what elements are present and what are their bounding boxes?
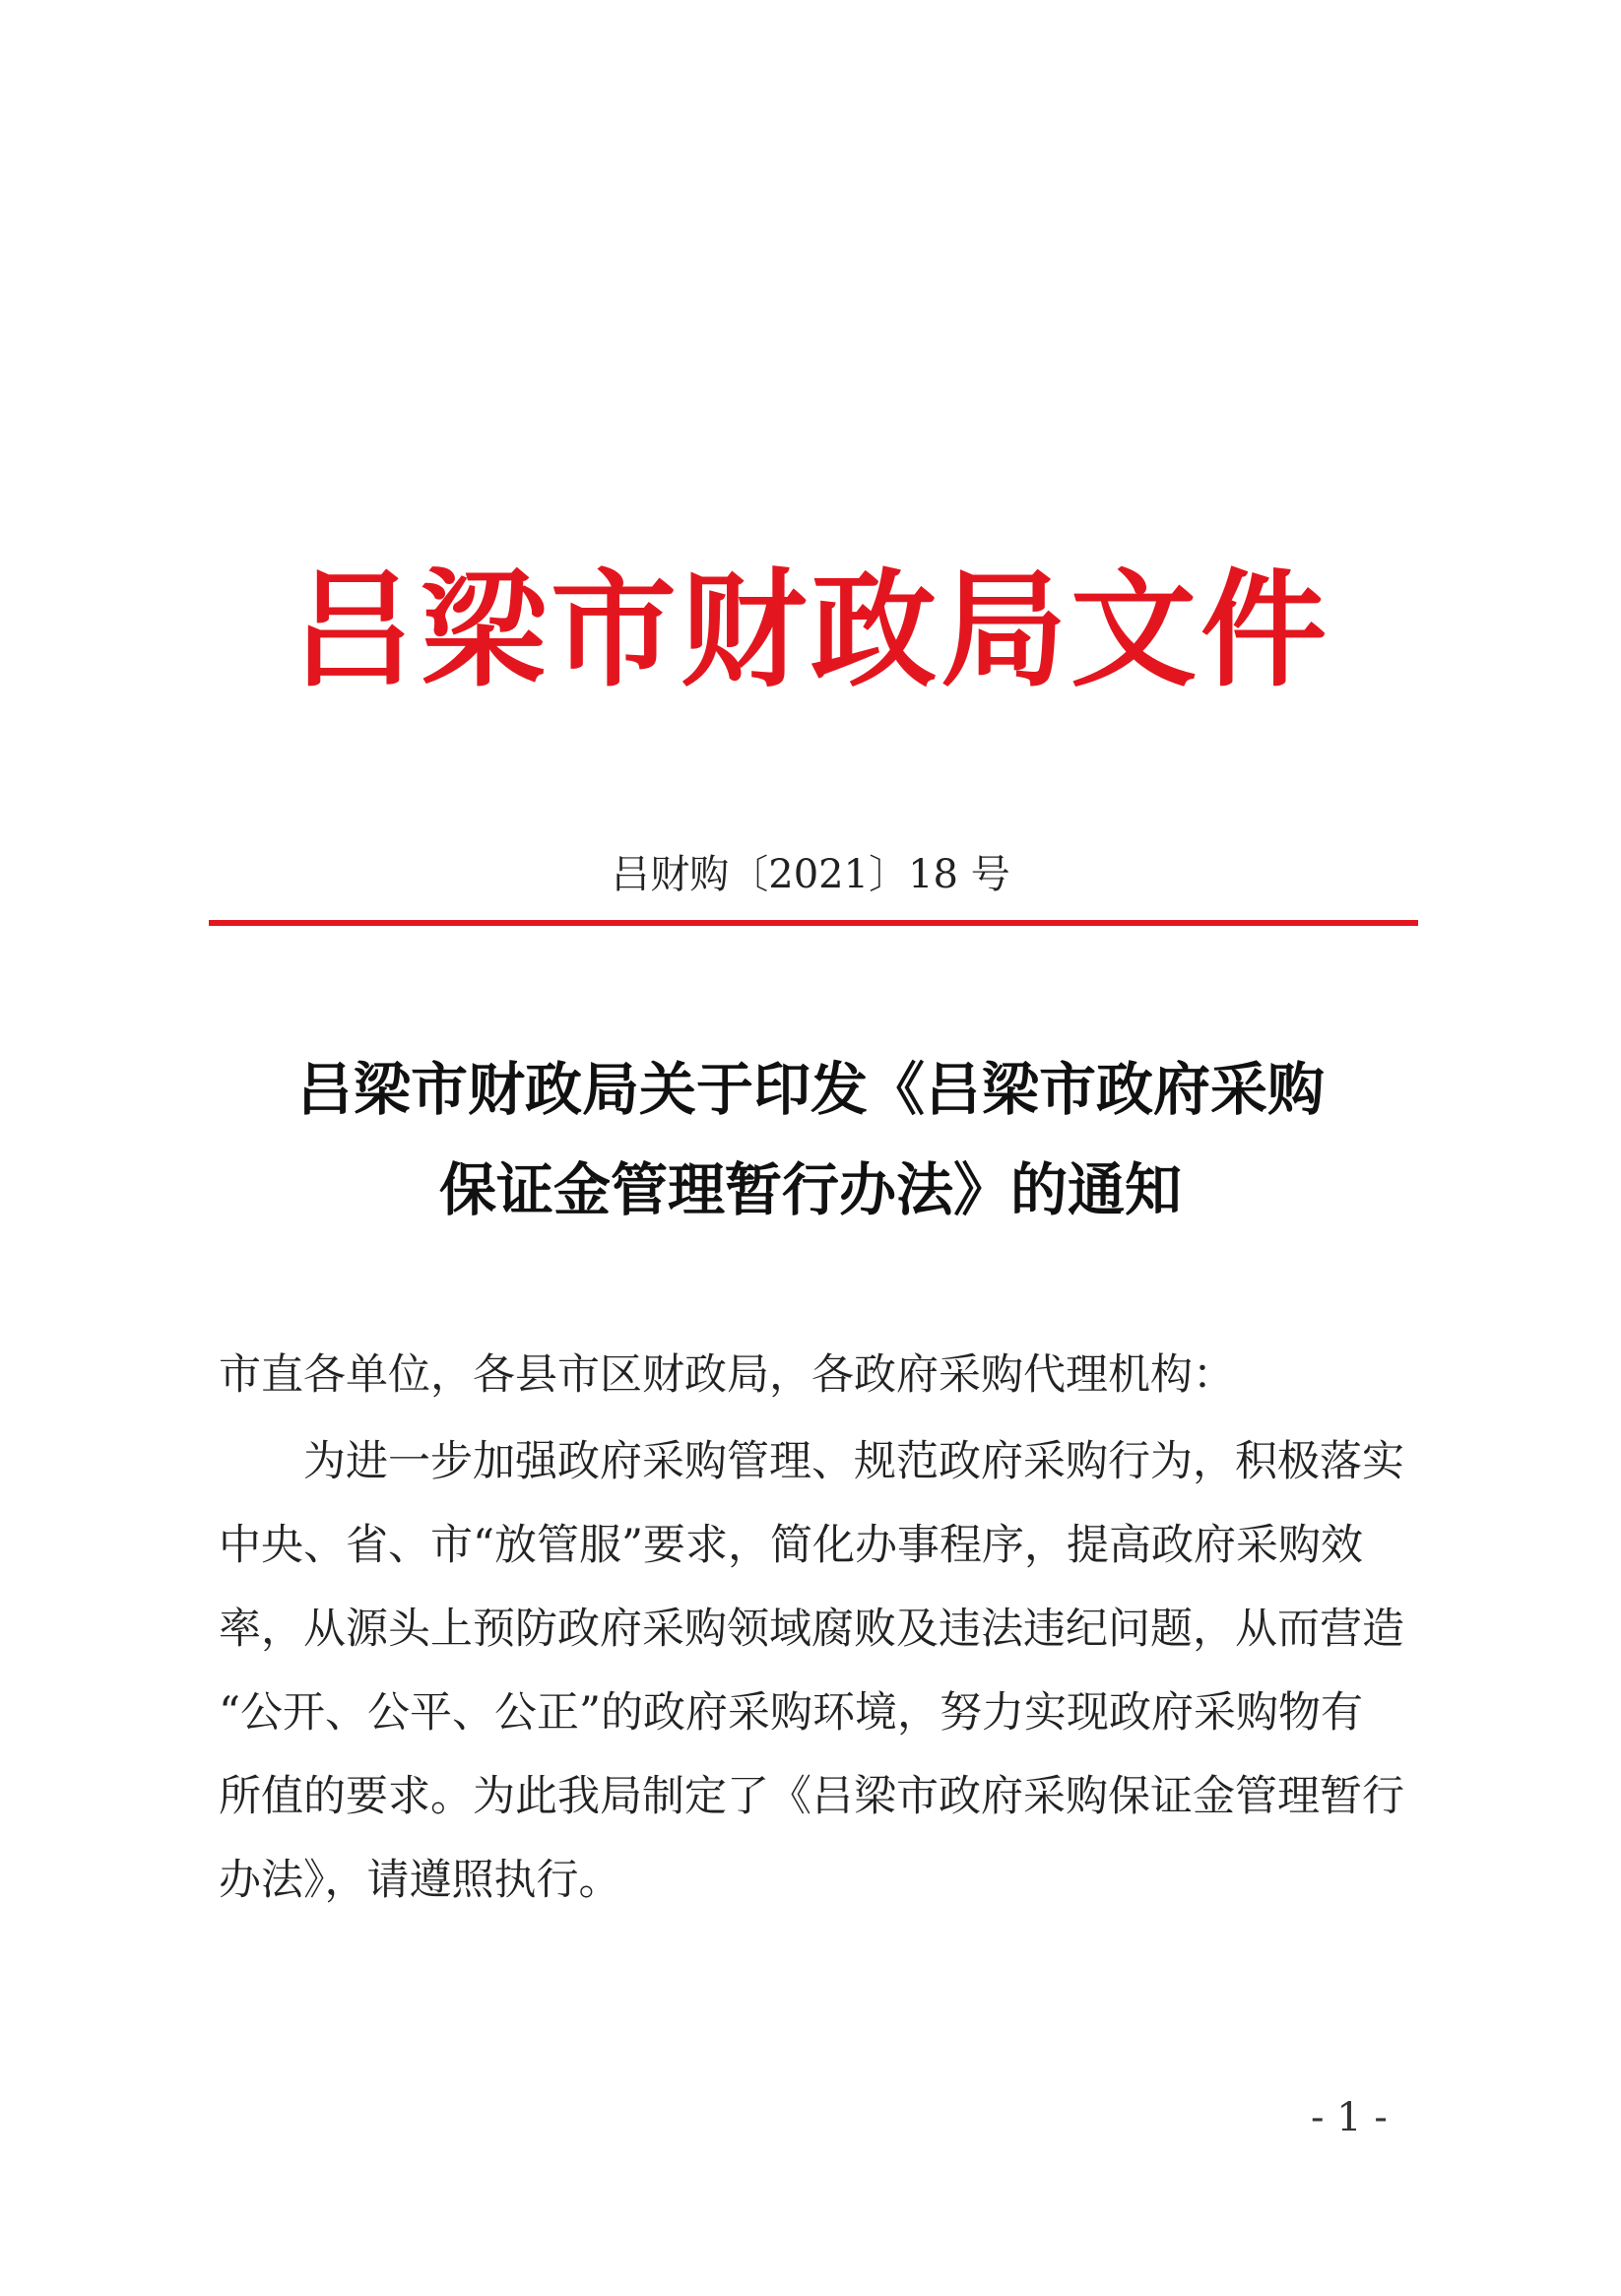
document-number: 吕财购〔2021〕18 号 (611, 852, 1010, 897)
red-divider-line (209, 920, 1418, 926)
body-line: 所值的要求。为此我局制定了《吕梁市政府采购保证金管理暂行 (219, 1772, 1404, 1821)
notice-title (148, 1039, 1473, 1240)
body-line: 率，从源头上预防政府采购领域腐败及违法违纪问题，从而营造 (219, 1605, 1404, 1654)
page-number: - 1 - (1311, 2095, 1388, 2140)
notice-title-line-1: 吕梁市财政局关于印发《吕梁市政府采购 (295, 1056, 1325, 1123)
body-line: 办法》，请遵照执行。 (219, 1856, 621, 1905)
body-line: “公开、公平、公正”的政府采购环境，努力实现政府采购物有 (219, 1688, 1363, 1738)
document-header-title: 吕梁市财政局文件 (290, 557, 1330, 704)
body-line: 中央、省、市“放管服”要求，简化办事程序，提高政府采购效 (219, 1521, 1363, 1570)
salutation: 市直各单位，各县市区财政局，各政府采购代理机构： (219, 1350, 1235, 1400)
body-paragraph (219, 1420, 1420, 1923)
body-line: 为进一步加强政府采购管理、规范政府采购行为，积极落实 (303, 1437, 1404, 1486)
notice-title-line-2: 保证金管理暂行办法》的通知 (438, 1156, 1182, 1223)
